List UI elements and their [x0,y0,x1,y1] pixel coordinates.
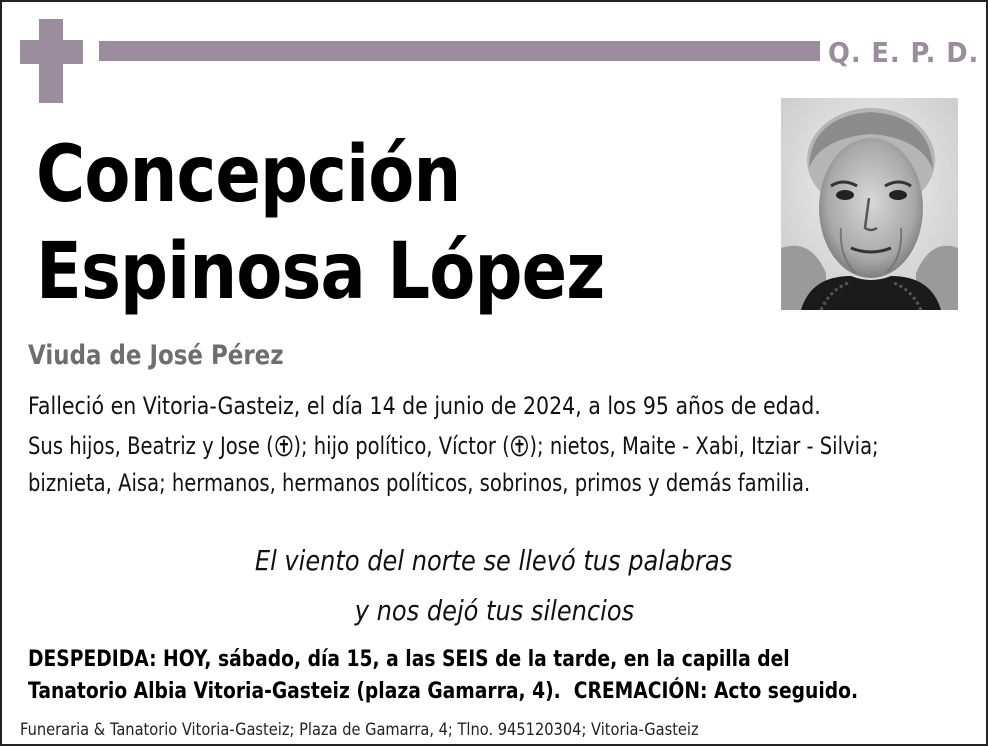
portrait-photo [781,98,958,310]
farewell-line-1: DESPEDIDA: HOY, sábado, día 15, a las SEIS de la tarde, en la capilla del [28,647,790,672]
family-list [28,428,929,502]
death-statement: Falleció en Vitoria-Gasteiz, el día 14 de junio de 2024, a los 95 años de edad. [28,392,821,420]
cross-icon-horizontal [20,40,83,64]
farewell-line-2: Tanatorio Albia Vitoria-Gasteiz (plaza Gamarra, 4). CREMACIÓN: Acto seguido. [28,679,859,704]
deceased-surnames: Espinosa López [36,227,605,317]
quote-text-1: El viento del norte se llevó tus palabras [255,544,733,577]
family-text-2: ); hijo político, Víctor ( [293,432,510,460]
family-text-1: Sus hijos, Beatriz y Jose ( [28,432,274,460]
quote-text-2: y nos dejó tus silencios [354,594,634,627]
deceased-first-name: Concepción [36,130,461,220]
widow-of-label: Viuda de José Pérez [28,340,284,371]
circled-cross-icon [274,434,294,458]
quote-line-1 [2,544,986,577]
family-text-3: ); nietos, Maite - Xabi, Itziar - Silvia; biznieta, Aisa; hermanos, hermanos políticos, sobrinos, primos y demás familia. [28,432,879,497]
funeral-home-footer: Funeraria & Tanatorio Vitoria-Gasteiz; Plaza de Gamarra, 4; Tlno. 945120304; Vitoria-Gasteiz [20,720,699,740]
qepd-label: Q. E. P. D. [828,36,980,69]
circled-cross-icon [510,434,530,458]
header-rule [99,41,820,61]
quote-line-2 [2,594,986,627]
portrait-photo-drawing [781,98,958,310]
farewell-details [28,644,955,708]
